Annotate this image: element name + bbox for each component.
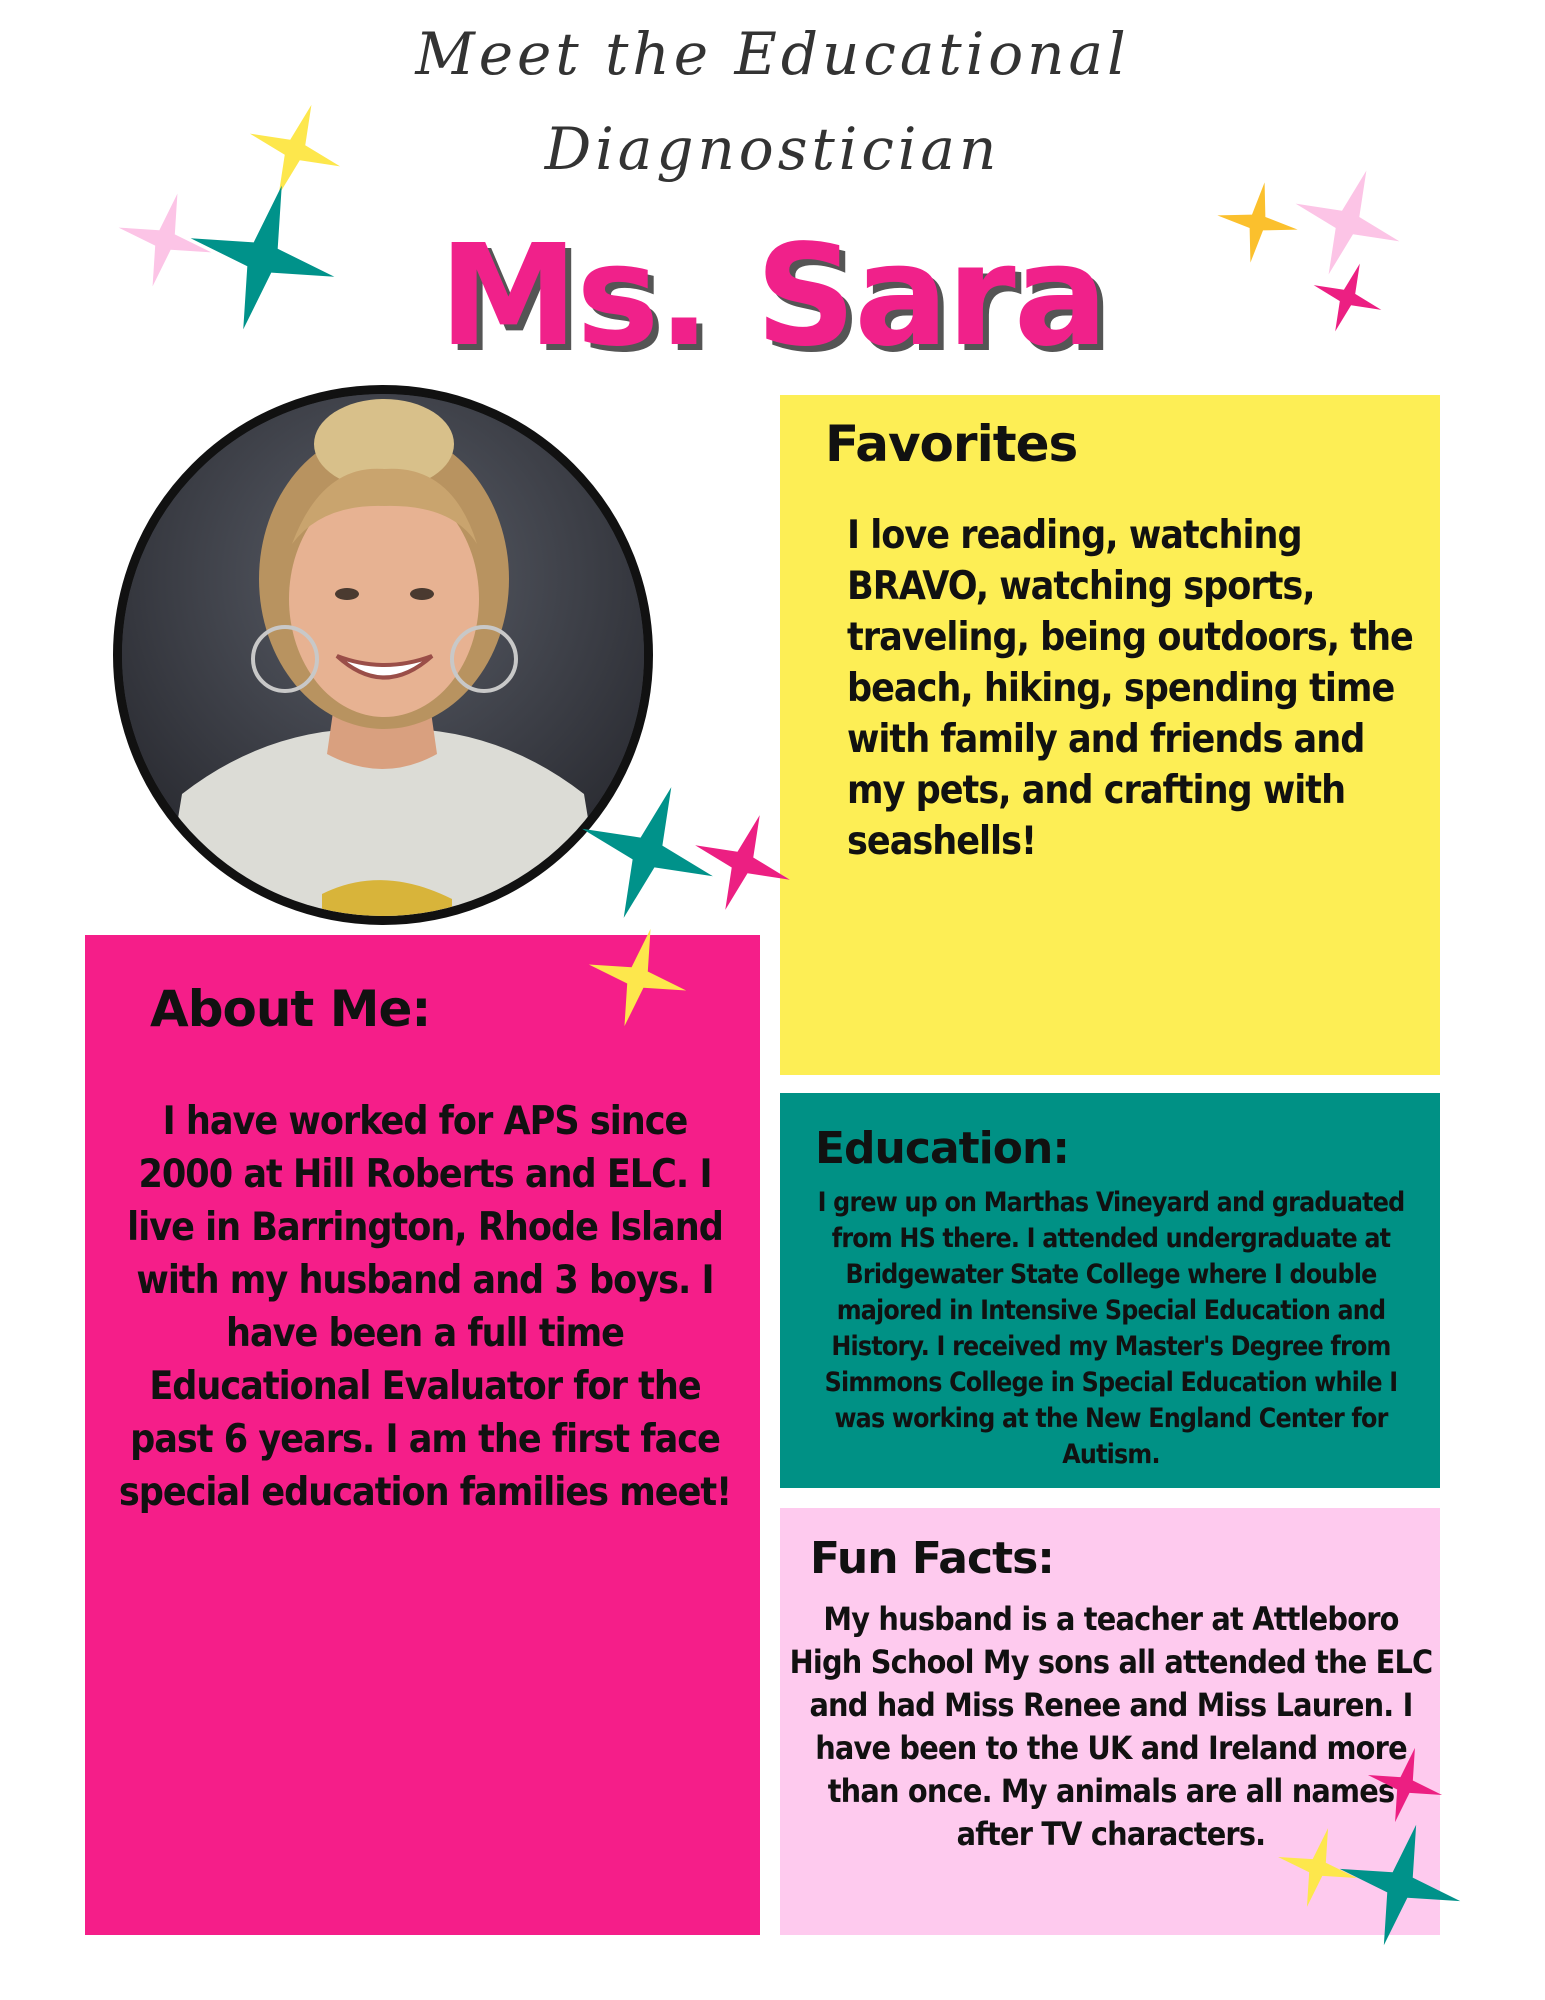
about-text: I have worked for APS since 2000 at Hill Roberts and ELC. I live in Barrington, Rhode Island with my husband and 3 boys. I have been a full time Educational Evaluator for the past 6 years. I am the first face special education families meet! [118,1099,732,1515]
fun-facts-heading: Fun Facts: [810,1533,1054,1584]
fun-facts-text: My husband is a teacher at Attleboro High School My sons all attended the ELC and had Miss Renee and Miss Lauren. I have been to the UK and Ireland more than once. My animals are all names after TV characters. [789,1600,1433,1853]
about-heading: About Me: [150,980,431,1038]
star-icon [1335,1820,1465,1950]
star-icon [1310,260,1385,335]
title-line-1: Meet the Educational [415,20,1130,88]
portrait-illustration [122,394,644,916]
about-section [85,935,760,1935]
star-icon [585,925,690,1030]
education-text: I grew up on Marthas Vineyard and graduated from HS there. I attended undergraduate at Bridgewater State College where I double majored in Intensive Special Education and History. I received my Master's Degree from Simmons College in Special Education while I was working at the New England Center for Autism. [817,1187,1405,1470]
education-heading: Education: [815,1123,1069,1174]
favorites-text: I love reading, watching BRAVO, watching sports, traveling, being outdoors, the beach, hiking, spending time with family and friends and my pets, and crafting with seashells! [847,513,1413,864]
portrait-photo [113,385,653,925]
star-icon [1365,1745,1445,1825]
star-icon [690,810,795,915]
star-icon [185,180,340,335]
favorites-heading: Favorites [825,415,1078,473]
star-icon [1215,180,1300,265]
title-line-2: Diagnostician [544,115,1001,183]
favorites-section [780,395,1440,1075]
page-title: Ms. Sara [438,215,1107,378]
education-section [780,1093,1440,1488]
